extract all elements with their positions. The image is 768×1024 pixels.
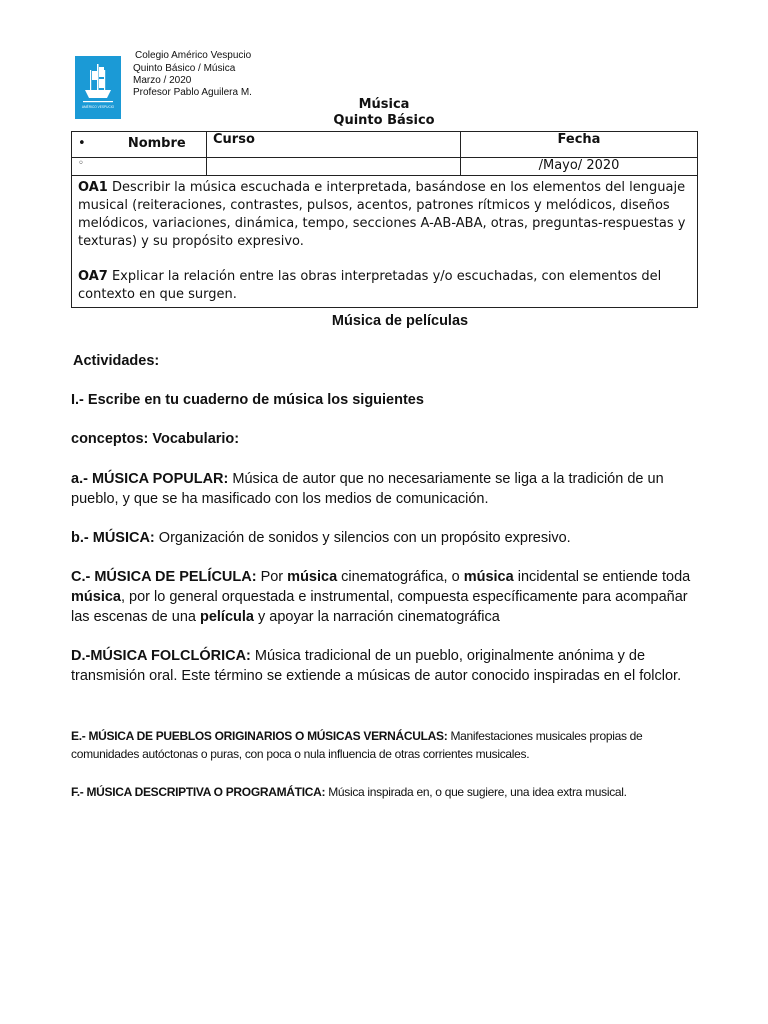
definition-f: F.- MÚSICA DESCRIPTIVA O PROGRAMÁTICA: Música inspirada en, o que sugiere, una idea extra musical. (71, 785, 627, 799)
oa1-text: Describir la música escuchada e interpretada, basándose en los elementos del lenguaje musical (reiteraciones, contrastes, pulsos, acentos, patrones rítmicos y melódicos, diseños melódicos, variaciones, dinámica, tempo, secciones A-AB-ABA, otras, preguntas-respuestas y texturas) y su propósito expresivo. (78, 180, 686, 249)
svg-text:AMÉRICO VESPUCIO: AMÉRICO VESPUCIO (81, 105, 115, 109)
subject-title: Música (358, 97, 410, 112)
school-name: Colegio Américo Vespucio (135, 50, 252, 61)
definition-b: b.- MÚSICA: Organización de sonidos y silencios con un propósito expresivo. (71, 530, 571, 546)
oa7-code: OA7 (78, 269, 108, 284)
course-field[interactable] (207, 158, 461, 176)
teacher-name: Profesor Pablo Aguilera M. (133, 87, 252, 98)
grade-title: Quinto Básico (333, 113, 435, 128)
learning-objectives (72, 176, 698, 308)
fecha-label: Fecha (557, 132, 601, 147)
definition-c: C.- MÚSICA DE PELÍCULA: Por música cinematográfica, o música incidental se entiende toda música, por lo general orquestada e instrumental, compuesta específicamente para acompañar las escenas de una película y apoyar la narración cinematográfica (71, 569, 691, 625)
bullet: • (78, 136, 86, 151)
curso-label: Curso (213, 132, 255, 147)
definition-e: E.- MÚSICA DE PUEBLOS ORIGINARIOS O MÚSICAS VERNÁCULAS: Manifestaciones musicales propias de comunidades autóctonas o puras, con poca o nula influencia de otras corrientes musicales. (71, 729, 643, 761)
definition-a: a.- MÚSICA POPULAR: Música de autor que no necesariamente se liga a la tradición de un pueblo, y que se ha masificado con los medios de comunicación. (71, 471, 664, 507)
definition-d: D.-MÚSICA FOLCLÓRICA: Música tradicional de un pueblo, originalmente anónima y de transmisión oral. Este término se extiende a músicas de autor conocido inspiradas en el folclor. (71, 648, 682, 684)
section-title: Música de películas (331, 313, 469, 329)
date-field[interactable]: /Mayo/ 2020 (461, 158, 698, 176)
instruction-line-1: I.- Escribe en tu cuaderno de música los siguientes (71, 392, 424, 408)
instruction-line-2: conceptos: Vocabulario: (71, 431, 240, 447)
name-field[interactable]: ◦ (72, 158, 207, 176)
activities-label: Actividades: (73, 353, 160, 369)
oa7-text: Explicar la relación entre las obras interpretadas y/o escuchadas, con elementos del contexto en que surgen. (78, 269, 662, 302)
nombre-label: Nombre (127, 136, 186, 151)
student-info-table (71, 131, 698, 308)
header-date: Marzo / 2020 (133, 75, 192, 86)
course-subject: Quinto Básico / Música (133, 63, 236, 74)
oa1-code: OA1 (78, 180, 108, 195)
